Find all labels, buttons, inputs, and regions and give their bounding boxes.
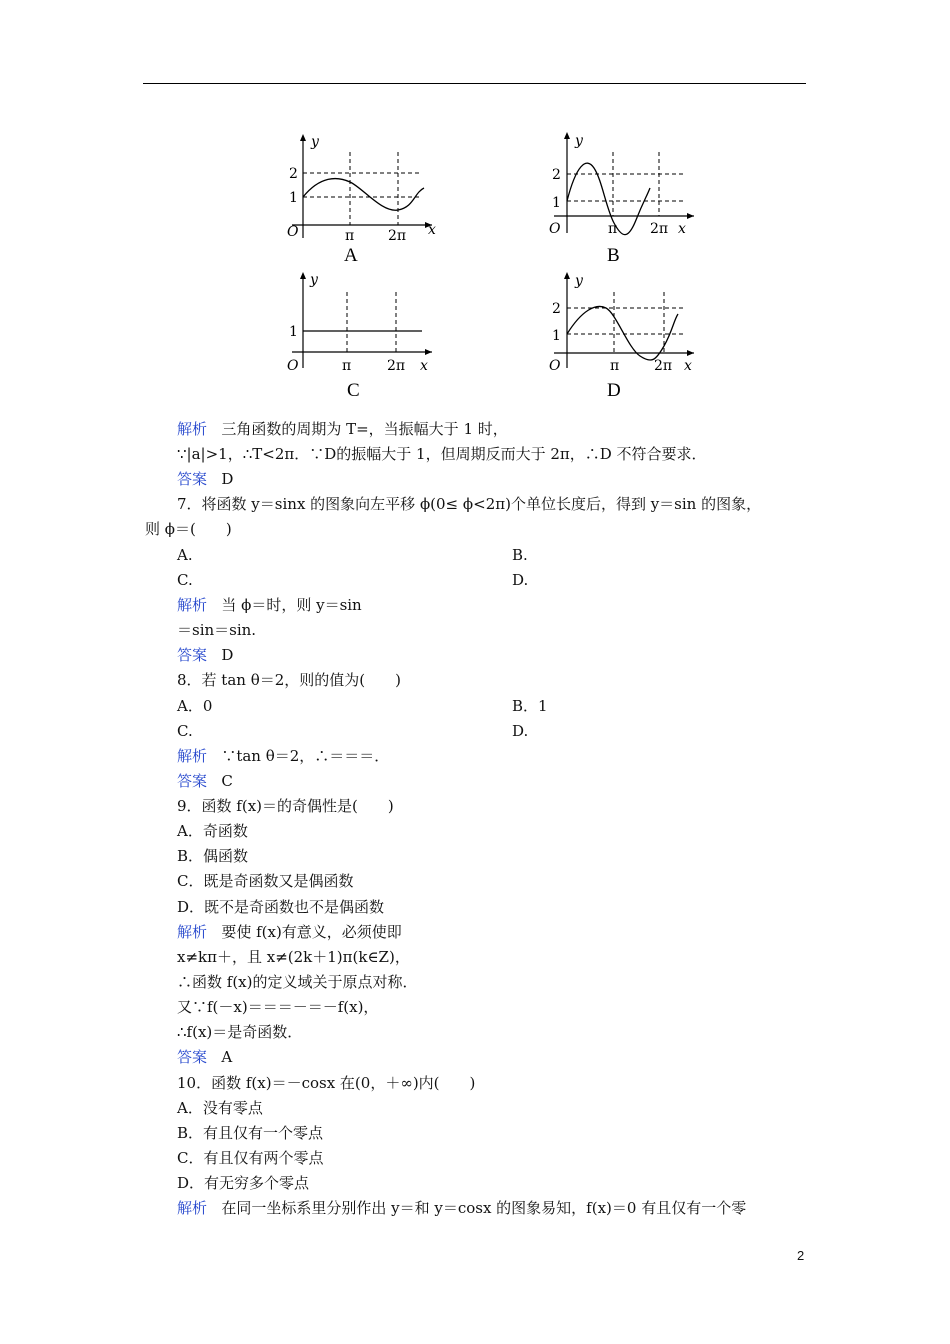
analysis-tag: 解析: [177, 596, 208, 614]
q9-stem: 9．函数 f(x)＝的奇偶性是( ): [177, 797, 394, 815]
graph-d-svg: [544, 268, 704, 408]
y-label: y: [575, 273, 583, 289]
q10-option-b: B．有且仅有一个零点: [177, 1124, 324, 1142]
graph-b-svg: [544, 128, 704, 268]
origin-label: O: [287, 358, 299, 374]
q7-option-a: A.: [177, 546, 193, 564]
answer-value: C: [221, 772, 233, 790]
tick-y: 2: [552, 167, 561, 183]
q9-answer-line: [177, 1047, 232, 1067]
tick-x: 2π: [388, 228, 407, 244]
q8-analysis-line: [177, 746, 389, 766]
q7-analysis-line: ＝sin＝sin.: [177, 621, 257, 639]
q9-option-a: A．奇函数: [177, 822, 248, 840]
header-rule: [143, 83, 806, 84]
q8-option-b: B．1: [512, 697, 548, 715]
tick-y: 2: [289, 166, 298, 182]
q6-answer-line: [177, 469, 233, 489]
analysis-tag: 解析: [177, 1199, 208, 1217]
tick-x: π: [610, 358, 620, 374]
origin-label: O: [549, 221, 561, 237]
graph-caption: A: [344, 245, 358, 266]
tick-y: 1: [552, 195, 561, 211]
q9-analysis-line: [177, 922, 402, 942]
q8-answer-line: [177, 771, 233, 791]
origin-label: O: [549, 358, 561, 374]
tick-x: 2π: [387, 358, 406, 374]
curve-a: [303, 179, 424, 211]
x-label: x: [684, 358, 692, 374]
q9-analysis-line: ∴f(x)＝是奇函数．: [177, 1023, 303, 1041]
origin-label: O: [287, 224, 299, 240]
q8-option-c: C.: [177, 722, 193, 740]
graph-a-svg: [282, 128, 442, 268]
tick-x: π: [342, 358, 352, 374]
q9-option-d: D．既不是奇函数也不是偶函数: [177, 898, 385, 916]
answer-value: D: [221, 470, 234, 488]
q10-stem: 10．函数 f(x)＝－cosx 在(0，＋∞)内( ): [177, 1074, 476, 1092]
graph-a: [282, 128, 442, 268]
q6-analysis-line: [177, 419, 508, 439]
q9-analysis-line: 又∵f(－x)＝＝＝－＝－f(x)，: [177, 998, 379, 1016]
analysis-text: 在同一坐标系里分别作出 y＝和 y＝cosx 的图象易知，f(x)＝0 有且仅有一个零: [221, 1199, 747, 1217]
page-number: 2: [797, 1248, 805, 1263]
q7-answer-line: [177, 645, 233, 665]
q9-option-b: B．偶函数: [177, 847, 249, 865]
analysis-tag: 解析: [177, 747, 208, 765]
q6-analysis-line: ∵|a|>1，∴T<2π．∵D的振幅大于 1，但周期反而大于 2π，∴D 不符合要求．: [177, 445, 707, 463]
q8-stem: 8．若 tan θ＝2，则的值为( ): [177, 671, 401, 689]
q10-option-c: C．有且仅有两个零点: [177, 1149, 324, 1167]
graph-caption: B: [607, 245, 620, 266]
answer-tag: 答案: [177, 470, 208, 488]
answer-value: D: [221, 646, 234, 664]
tick-y: 2: [552, 301, 561, 317]
q7-analysis-line: [177, 595, 362, 615]
answer-tag: 答案: [177, 1048, 208, 1066]
tick-x: 2π: [650, 221, 669, 237]
graph-d: [544, 268, 704, 408]
analysis-text: ∵tan θ＝2，∴＝＝＝．: [221, 747, 390, 765]
q9-option-c: C．既是奇函数又是偶函数: [177, 872, 354, 890]
graph-caption: D: [607, 380, 621, 401]
q9-analysis-line: x≠kπ＋，且 x≠(2k＋1)π(k∈Z)，: [177, 948, 410, 966]
analysis-tag: 解析: [177, 420, 208, 438]
q7-option-d: D.: [512, 571, 529, 589]
x-label: x: [428, 222, 436, 238]
q10-analysis-line: [177, 1198, 746, 1218]
graph-c: [282, 268, 442, 408]
q8-option-d: D.: [512, 722, 529, 740]
x-label: x: [678, 221, 686, 237]
q8-option-a: A．0: [177, 697, 213, 715]
tick-x: π: [345, 228, 355, 244]
tick-x: 2π: [654, 358, 673, 374]
y-label: y: [310, 272, 318, 288]
graph-b: [544, 128, 704, 268]
tick-y: 1: [552, 328, 561, 344]
q10-option-d: D．有无穷多个零点: [177, 1174, 310, 1192]
y-label: y: [311, 134, 319, 150]
q7-option-c: C.: [177, 571, 193, 589]
analysis-text: 当 ϕ＝时，则 y＝sin: [221, 596, 362, 614]
analysis-text: 三角函数的周期为 T=，当振幅大于 1 时，: [221, 420, 508, 438]
tick-x: π: [608, 221, 618, 237]
answer-tag: 答案: [177, 772, 208, 790]
tick-y: 1: [289, 324, 298, 340]
q7-stem: 7．将函数 y＝sinx 的图象向左平移 ϕ(0≤ ϕ<2π)个单位长度后，得到 y＝sin 的图象，: [177, 495, 762, 513]
curve-d: [567, 306, 678, 360]
x-label: x: [420, 358, 428, 374]
graph-caption: C: [347, 380, 360, 401]
q9-analysis-line: ∴函数 f(x)的定义域关于原点对称．: [177, 973, 418, 991]
analysis-tag: 解析: [177, 923, 208, 941]
q7-option-b: B.: [512, 546, 528, 564]
answer-value: A: [221, 1048, 233, 1066]
graph-c-svg: [282, 268, 442, 408]
answer-tag: 答案: [177, 646, 208, 664]
q7-stem: 则 ϕ＝( ): [145, 520, 232, 538]
tick-y: 1: [289, 190, 298, 206]
y-label: y: [575, 133, 583, 149]
q10-option-a: A．没有零点: [177, 1099, 263, 1117]
analysis-text: 要使 f(x)有意义，必须使即: [221, 923, 402, 941]
